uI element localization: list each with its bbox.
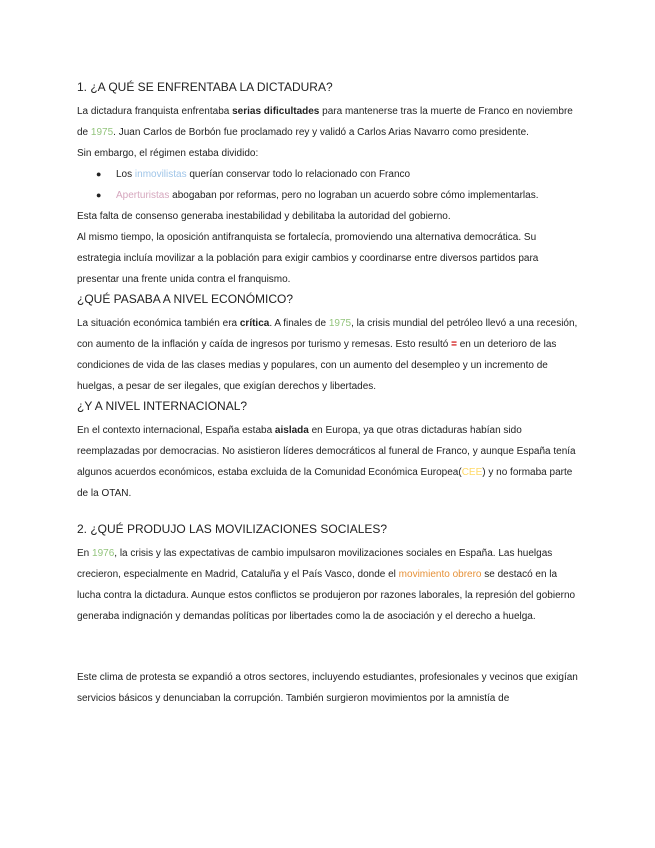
text-run: ) y no formaba parte de la OTAN. [77,467,573,499]
highlight-movimiento-obrero: movimiento obrero [398,569,482,580]
text-run: se destacó en la lucha contra la dictadura. Aunque estos conflictos se produjeron por razones laborales, la represión del gobierno generaba indignación y demandas políticas por libertades como la de asociación y el derecho a huelga. [77,569,576,622]
text-run: abogaban por reformas, pero no lograban un acuerdo sobre cómo implementarlas. [169,190,539,201]
bullet-list [77,164,581,206]
paragraph-economia [77,313,581,397]
text-run: . A finales de [269,318,329,329]
text-run: En el contexto internacional, España estaba [77,425,275,436]
list-item [77,164,581,185]
text-run: Los [116,169,135,180]
highlight-aperturistas: Aperturistas [116,190,170,201]
paragraph-regimen-dividido: Sin embargo, el régimen estaba dividido: [77,148,259,159]
text-run: en un deterioro de las condiciones de vida de las clases medias y populares, con un aumento del desempleo y un incremento de huelgas, a pesar de ser ilegales, que exigían derechos y libertades. [77,339,557,392]
text-run: para mantenerse tras la muerte de Franco en noviembre de [77,106,573,138]
section-title-movilizaciones: 2. ¿QUÉ PRODUJO LAS MOVILIZACIONES SOCIALES? [77,522,388,536]
bullet-dot-icon: ● [96,169,102,179]
highlight-equals: = [451,339,457,350]
highlight-inmovilistas: inmovilistas [134,169,187,180]
text-run: querían conservar todo lo relacionado con Franco [186,169,411,180]
text-run: La situación económica también era [77,318,240,329]
section-title-economico: ¿QUÉ PASABA A NIVEL ECONÓMICO? [77,292,294,306]
highlight-cee: CEE [461,467,483,478]
text-run: en Europa, ya que otras dictaduras habían sido reemplazadas por democracias. No asistieron líderes democráticos al funeral de Franco, y aunque España tenía algunos acuerdos económicos, estaba excluida de la Comunidad Económica Europea( [77,425,576,478]
text-run: La dictadura franquista enfrentaba [77,106,233,117]
paragraph-clima-protesta: Este clima de protesta se expandió a otros sectores, incluyendo estudiantes, profesionales y vecinos que exigían servicios básicos y denunciaban la corrupción. También surgieron movimientos por la amnistía de [77,672,578,704]
paragraph-falta-consenso: Esta falta de consenso generaba inestabilidad y debilitaba la autoridad del gobierno. [77,211,451,222]
highlight-year-1975: 1975 [328,318,352,329]
text-run: , la crisis y las expectativas de cambio impulsaron movilizaciones sociales en España. Las huelgas crecieron, especialmente en Madrid, Cataluña y el País Vasco, donde el [77,548,553,580]
paragraph-dictadura-intro [77,101,581,143]
section-title-dictadura: 1. ¿A QUÉ SE ENFRENTABA LA DICTADURA? [77,80,333,94]
highlight-critica: crítica [239,318,270,329]
highlight-aislada: aislada [274,425,309,436]
highlight-serias-dificultades: serias dificultades [232,106,320,117]
highlight-year-1976: 1976 [92,548,115,559]
highlight-year-1975: 1975 [90,127,114,138]
section-title-internacional: ¿Y A NIVEL INTERNACIONAL? [77,399,248,413]
bullet-dot-icon: ● [96,190,102,200]
text-run: En [77,548,93,559]
text-run: , la crisis mundial del petróleo llevó a una recesión, con aumento de la inflación y caída de ingresos por turismo y remesas. Esto resultó [77,318,578,350]
document-body [77,78,581,709]
paragraph-movilizaciones [77,543,581,627]
text-run: . Juan Carlos de Borbón fue proclamado rey y validó a Carlos Arias Navarro como presidente. [113,127,529,138]
paragraph-internacional [77,420,581,504]
list-item [77,185,581,206]
paragraph-oposicion: Al mismo tiempo, la oposición antifranquista se fortalecía, promoviendo una alternativa democrática. Su estrategia incluía movilizar a la población para exigir cambios y coordinarse entre diversos partidos para presentar una frente unida contra el franquismo. [77,232,539,285]
